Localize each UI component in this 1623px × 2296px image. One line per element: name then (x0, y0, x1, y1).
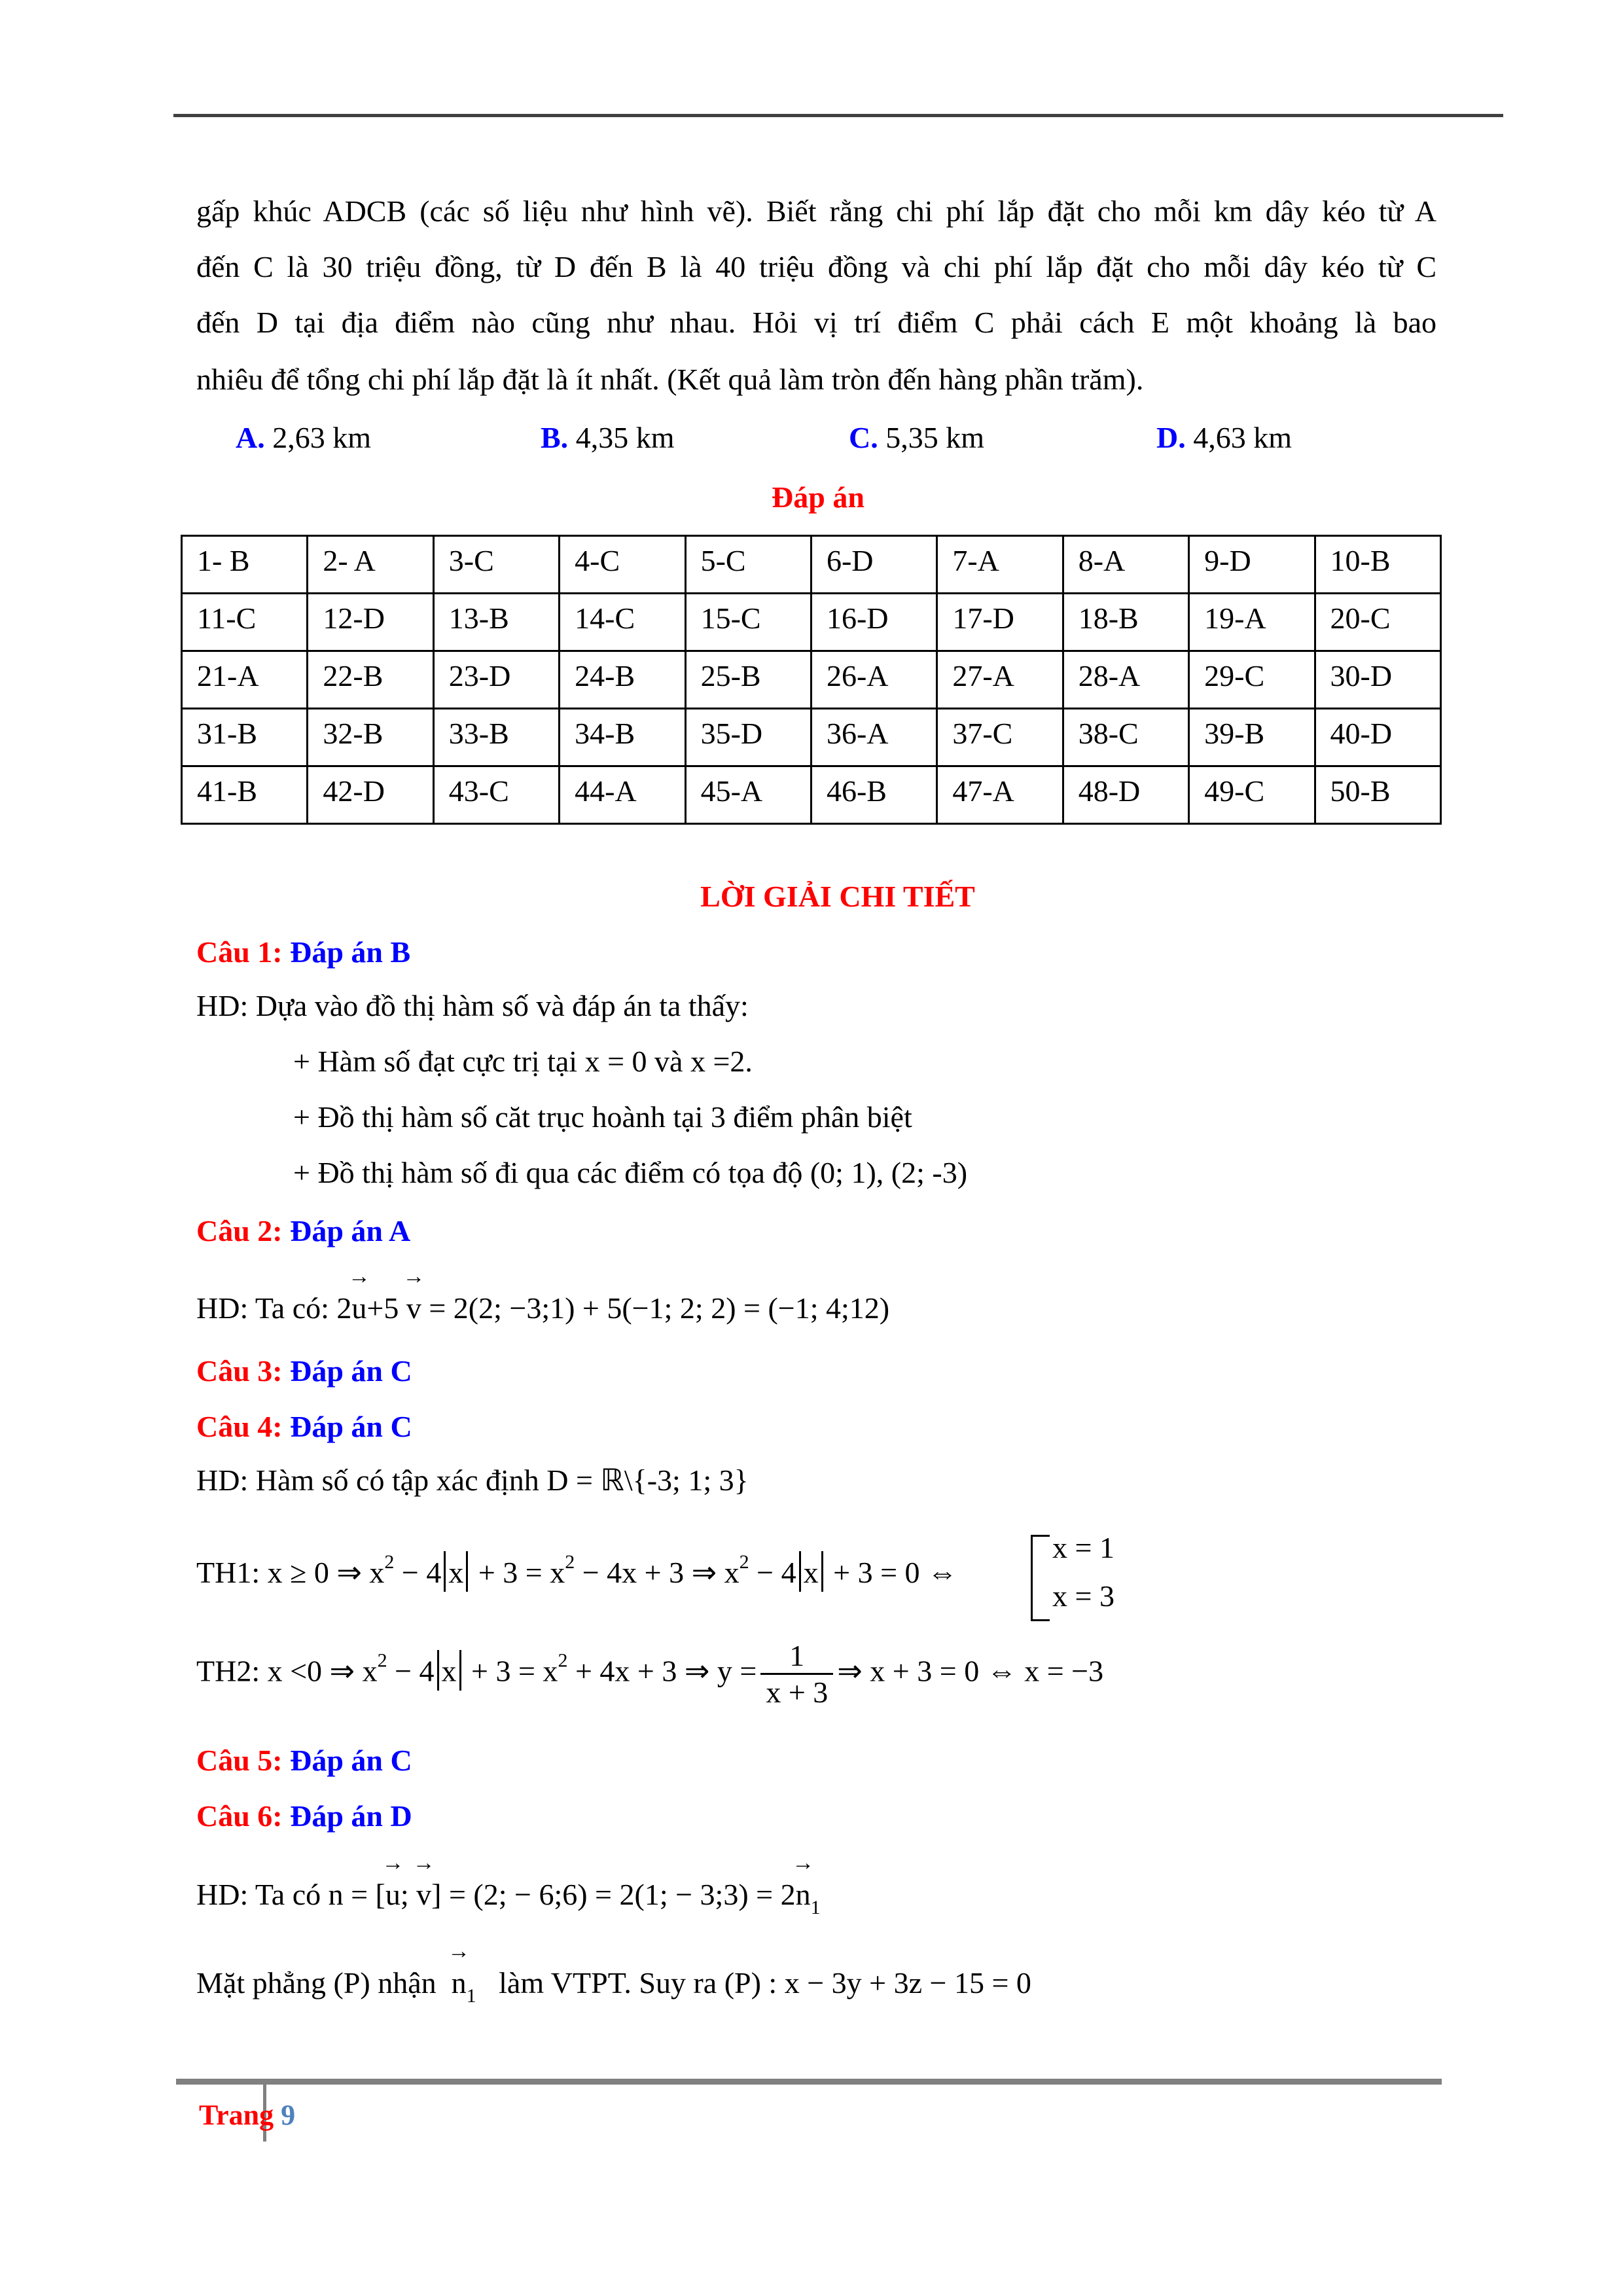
answer-cell: 6-D (811, 536, 936, 594)
answer-cell: 41-B (182, 766, 308, 824)
page-footer (199, 2098, 295, 2132)
exponent: 2 (558, 1649, 568, 1672)
option-value: 4,35 km (575, 421, 675, 454)
answer-cell: 17-D (937, 594, 1063, 651)
answer-cell: 26-A (811, 651, 936, 709)
answer-cell: 21-A (182, 651, 308, 709)
question-label: Câu 3: (196, 1354, 283, 1388)
question-answer: Đáp án C (290, 1410, 412, 1443)
vector-v: → v (416, 1877, 431, 1912)
answer-cell: 14-C (560, 594, 685, 651)
question-answer: Đáp án A (290, 1214, 411, 1247)
q2-equation (196, 1291, 889, 1325)
answer-cell: 29-C (1189, 651, 1315, 709)
abs-bar (799, 1551, 801, 1592)
answer-row (182, 536, 1441, 594)
header-rule (173, 114, 1503, 117)
fraction (760, 1640, 833, 1709)
math-text: TH2: x <0 ⇒ x (196, 1654, 378, 1688)
math-text: HD: Ta có n = [ (196, 1878, 385, 1911)
answer-cell: 27-A (937, 651, 1063, 709)
answer-cell: 40-D (1315, 709, 1440, 766)
answer-cell: 20-C (1315, 594, 1440, 651)
vector-n1: → n (452, 1965, 467, 2000)
q1-bullet: + Đồ thị hàm số căt trục hoành tại 3 điểm phân biệt (293, 1100, 912, 1134)
answer-cell: 30-D (1315, 651, 1440, 709)
math-text: − 4 (387, 1654, 435, 1688)
answer-cell: 46-B (811, 766, 936, 824)
abs-bar (437, 1650, 439, 1691)
math-text: x (448, 1556, 464, 1589)
question-5-heading (196, 1743, 412, 1778)
answer-cell: 11-C (182, 594, 308, 651)
numerator: 1 (789, 1639, 805, 1672)
option-key: B. (541, 421, 569, 454)
question-2-heading (196, 1213, 410, 1248)
answer-cell: 45-A (685, 766, 811, 824)
math-text: x (441, 1654, 457, 1688)
equation-rest: = 2(2; −3;1) + 5(−1; 2; 2) = (−1; 4;12) (421, 1291, 890, 1325)
vector-n1: → n (796, 1877, 811, 1912)
page-label: Trang (199, 2099, 274, 2131)
question-label: Câu 2: (196, 1214, 283, 1247)
answer-row (182, 651, 1441, 709)
answer-cell: 33-B (433, 709, 559, 766)
answer-cell: 44-A (560, 766, 685, 824)
subscript: 1 (810, 1897, 821, 1918)
answer-cell: 5-C (685, 536, 811, 594)
option-value: 4,63 km (1193, 421, 1293, 454)
math-text: TH1: x ≥ 0 ⇒ x (196, 1556, 385, 1589)
option-c (849, 420, 984, 455)
problem-line: gấp khúc ADCB (các số liệu như hình vẽ). Biết rằng chi phí lắp đặt cho mỗi km dây kéo từ A (196, 194, 1436, 228)
option-key: A. (236, 421, 265, 454)
question-label: Câu 1: (196, 935, 283, 969)
math-text: Mặt phẳng (P) nhận (196, 1966, 452, 2000)
q1-hint: HD: Dựa vào đồ thị hàm số và đáp án ta thấy: (196, 989, 749, 1022)
answer-cell: 35-D (685, 709, 811, 766)
q4-case-2 (196, 1640, 1103, 1709)
answer-cell: 39-B (1189, 709, 1315, 766)
denominator: x + 3 (760, 1673, 833, 1710)
problem-line: nhiêu để tổng chi phí lắp đặt là ít nhất. (Kết quả làm tròn đến hàng phần trăm). (196, 363, 1144, 396)
option-a (236, 420, 371, 455)
answer-row (182, 594, 1441, 651)
q4-hint: HD: Hàm số có tập xác định D = ℝ\{-3; 1; 3} (196, 1463, 749, 1497)
page-number: 9 (281, 2099, 296, 2131)
answer-cell: 42-D (308, 766, 433, 824)
abs-bar (466, 1551, 468, 1592)
question-label: Câu 6: (196, 1799, 283, 1833)
answer-cell: 47-A (937, 766, 1063, 824)
question-3-heading (196, 1354, 412, 1388)
math-text: ] = (2; − 6;6) = 2(1; − 3;3) = 2 (431, 1878, 796, 1911)
answer-cell: 31-B (182, 709, 308, 766)
subscript: 1 (466, 1985, 476, 2007)
answer-cell: 23-D (433, 651, 559, 709)
math-text: + 4x + 3 ⇒ y = (567, 1654, 757, 1688)
q4-case-1 (196, 1551, 957, 1592)
case-solution: x = 3 (1052, 1579, 1115, 1613)
math-text: − 4x + 3 ⇒ x (575, 1556, 740, 1589)
math-text: ⇒ x + 3 = 0 ⇔ x = −3 (837, 1654, 1104, 1688)
answer-cell: 12-D (308, 594, 433, 651)
answer-cell: 36-A (811, 709, 936, 766)
answer-cell: 48-D (1063, 766, 1188, 824)
answer-cell: 25-B (685, 651, 811, 709)
answer-cell: 9-D (1189, 536, 1315, 594)
question-answer: Đáp án C (290, 1354, 412, 1388)
question-answer: Đáp án D (290, 1799, 412, 1833)
q1-bullet: + Hàm số đạt cực trị tại x = 0 và x =2. (293, 1045, 753, 1078)
answer-cell: 3-C (433, 536, 559, 594)
option-key: C. (849, 421, 878, 454)
answer-cell: 38-C (1063, 709, 1188, 766)
answer-cell: 32-B (308, 709, 433, 766)
answer-cell: 15-C (685, 594, 811, 651)
q6-hint (196, 1877, 821, 1919)
answer-cell: 19-A (1189, 594, 1315, 651)
exponent: 2 (384, 1551, 395, 1573)
answer-key-table (181, 535, 1442, 825)
vector-u: → u (351, 1291, 366, 1325)
answer-row (182, 709, 1441, 766)
q1-bullet: + Đồ thị hàm số đi qua các điểm có tọa độ (0; 1), (2; -3) (293, 1156, 968, 1189)
vector-u: → u (385, 1877, 401, 1912)
option-value: 2,63 km (272, 421, 372, 454)
q6-plane (196, 1965, 1031, 2007)
question-answer: Đáp án B (290, 935, 411, 969)
answer-cell: 7-A (937, 536, 1063, 594)
math-text: − 4 (394, 1556, 442, 1589)
answer-cell: 1- B (182, 536, 308, 594)
abs-bar (444, 1551, 446, 1592)
question-label: Câu 5: (196, 1744, 283, 1777)
problem-line: đến D tại địa điểm nào cũng như nhau. Hỏi vị trí điểm C phải cách E một khoảng là bao (196, 306, 1436, 339)
math-text: + 3 = x (463, 1654, 558, 1688)
exponent: 2 (565, 1551, 575, 1573)
question-answer: Đáp án C (290, 1744, 412, 1777)
math-text: ; (400, 1878, 417, 1911)
answer-cell: 10-B (1315, 536, 1440, 594)
case-solution: x = 1 (1052, 1531, 1115, 1564)
math-text: + 3 = 0 ⇔ (825, 1556, 958, 1589)
answer-cell: 43-C (433, 766, 559, 824)
option-value: 5,35 km (885, 421, 985, 454)
answer-cell: 49-C (1189, 766, 1315, 824)
problem-line: đến C là 30 triệu đồng, từ D đến B là 40 triệu đồng và chi phí lắp đặt cho mỗi dây kéo từ C (196, 250, 1436, 283)
footer-rule (176, 2079, 1442, 2085)
answer-cell: 37-C (937, 709, 1063, 766)
coef: 2 (336, 1291, 352, 1325)
option-key: D. (1156, 421, 1186, 454)
answer-cell: 18-B (1063, 594, 1188, 651)
math-text: làm VTPT. Suy ra (P) : x − 3y + 3z − 15 = 0 (476, 1966, 1031, 2000)
answer-key-title: Đáp án (772, 480, 865, 514)
question-6-heading (196, 1799, 412, 1833)
exponent: 2 (377, 1649, 387, 1672)
answer-cell: 13-B (433, 594, 559, 651)
answer-cell: 16-D (811, 594, 936, 651)
answer-cell: 50-B (1315, 766, 1440, 824)
answer-cell: 4-C (560, 536, 685, 594)
answer-row (182, 766, 1441, 824)
vector-v: → v (406, 1291, 421, 1325)
question-4-heading (196, 1409, 412, 1444)
coef: +5 (366, 1291, 399, 1325)
math-text: + 3 = x (471, 1556, 565, 1589)
answer-cell: 24-B (560, 651, 685, 709)
abs-bar (459, 1650, 461, 1691)
hint-prefix: HD: Ta có: (196, 1291, 329, 1325)
cases-bracket (1031, 1535, 1050, 1621)
option-d (1156, 420, 1292, 455)
abs-bar (821, 1551, 823, 1592)
math-text: − 4 (749, 1556, 796, 1589)
answer-cell: 2- A (308, 536, 433, 594)
exponent: 2 (739, 1551, 749, 1573)
option-b (541, 420, 674, 455)
answer-cell: 8-A (1063, 536, 1188, 594)
math-text: x (803, 1556, 819, 1589)
solutions-title: LỜI GIẢI CHI TIẾT (700, 880, 975, 913)
answer-cell: 28-A (1063, 651, 1188, 709)
question-1-heading (196, 935, 410, 969)
answer-cell: 22-B (308, 651, 433, 709)
answer-cell: 34-B (560, 709, 685, 766)
question-label: Câu 4: (196, 1410, 283, 1443)
